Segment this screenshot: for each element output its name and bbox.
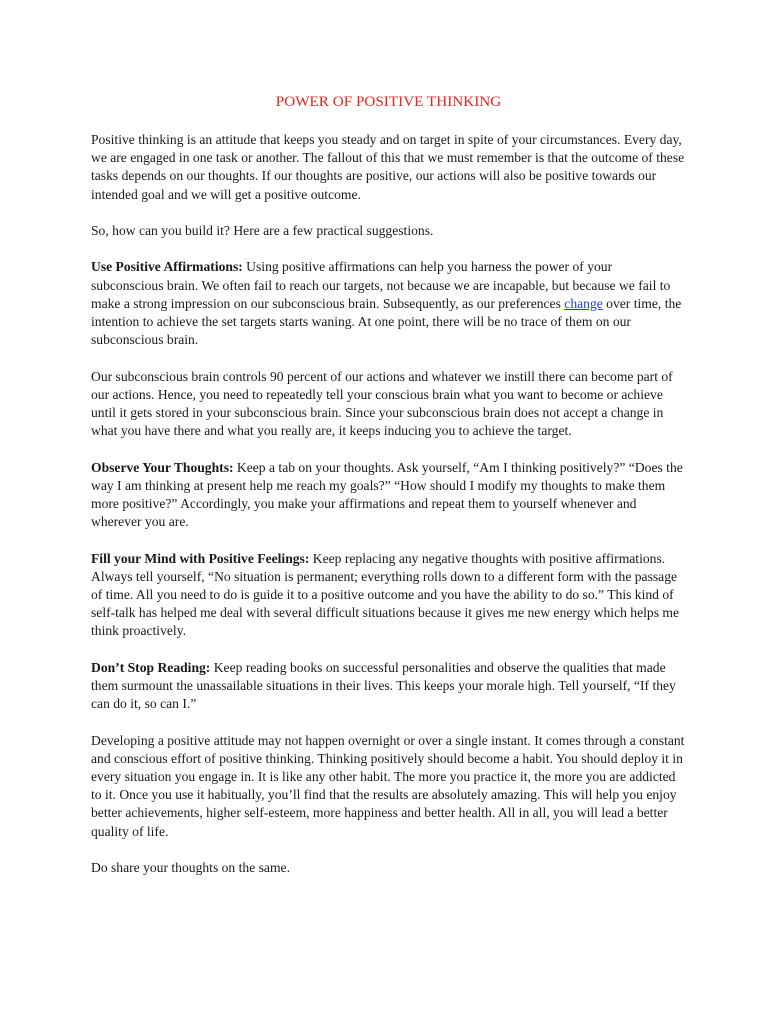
fill-mind-heading: Fill your Mind with Positive Feelings: xyxy=(91,550,310,566)
observe-heading: Observe Your Thoughts: xyxy=(91,459,234,475)
developing-paragraph: Developing a positive attitude may not happen overnight or over a single instant. It comes through a constant and conscious effort of positive thinking. Thinking positively should become a habit. You should deploy it in every situation you engage in. It is like any other habit. The more you practice it, the more you are addicted to it. Once you use it habitually, you’ll find that the results are absolutely amazing. This will help you enjoy better achievements, higher self-esteem, more happiness and better health. All in all, you will lead a better quality of life. xyxy=(91,732,685,839)
fill-mind-text: Keep replacing any negative thoughts with positive affirmations. Always tell yourself, “No situation is permanent; everything rolls down to a different form with the passage of time. All you need to do is guide it to a positive outcome and you have the ability to do so.” This kind of self-talk has helped me deal with several difficult situations because it gives me new energy which helps me think proactively. xyxy=(91,550,680,639)
reading-text: Keep reading books on successful personalities and observe the qualities that made them surmount the unassailable situations in their lives. This keeps your morale high. Tell yourself, “If they can do it, so can I.” xyxy=(91,659,676,712)
document-title: POWER OF POSITIVE THINKING xyxy=(275,93,502,110)
closing-paragraph: Do share your thoughts on the same. xyxy=(91,860,290,875)
document-body xyxy=(91,92,686,895)
affirmations-text-before-link: Using positive affirmations can help you harness the power of your subconscious brain. We often fail to reach our targets, not because we are incapable, but because we fail to make a strong impression on our subconscious brain. Subsequently, as our preferences xyxy=(91,259,671,311)
change-link[interactable]: change xyxy=(564,295,603,311)
subconscious-paragraph: Our subconscious brain controls 90 percent of our actions and whatever we instill there can become part of our actions. Hence, you need to repeatedly tell your conscious brain what you want to become or achieve until it gets stored in your subconscious brain. Since your subconscious brain does not accept a change in what you have there and what you really are, it keeps inducing you to achieve the target. xyxy=(91,368,673,439)
affirmations-text-after-link: over time, the intention to achieve the set targets starts waning. At one point, there will be no trace of them on our subconscious brain. xyxy=(91,295,682,348)
reading-paragraph xyxy=(91,659,686,714)
affirmations-paragraph xyxy=(91,258,686,349)
fill-mind-paragraph xyxy=(91,550,686,641)
question-paragraph: So, how can you build it? Here are a few practical suggestions. xyxy=(91,223,434,238)
observe-text: Keep a tab on your thoughts. Ask yourself, “Am I thinking positively?” “Does the way I am thinking at present help me reach my goals?” “How should I modify my thoughts to make them more positive?” Accordingly, you make your affirmations and repeat them to yourself whenever and wherever you are. xyxy=(91,459,683,530)
reading-heading: Don’t Stop Reading: xyxy=(91,659,211,675)
observe-paragraph xyxy=(91,459,686,532)
affirmations-heading: Use Positive Affirmations: xyxy=(91,259,243,275)
intro-paragraph: Positive thinking is an attitude that keeps you steady and on target in spite of your circumstances. Every day, we are engaged in one task or another. The fallout of this that we must remember is that the outcome of these tasks depends on our thoughts. If our thoughts are positive, our actions will also be positive towards our intended goal and we will get a positive outcome. xyxy=(91,132,685,202)
